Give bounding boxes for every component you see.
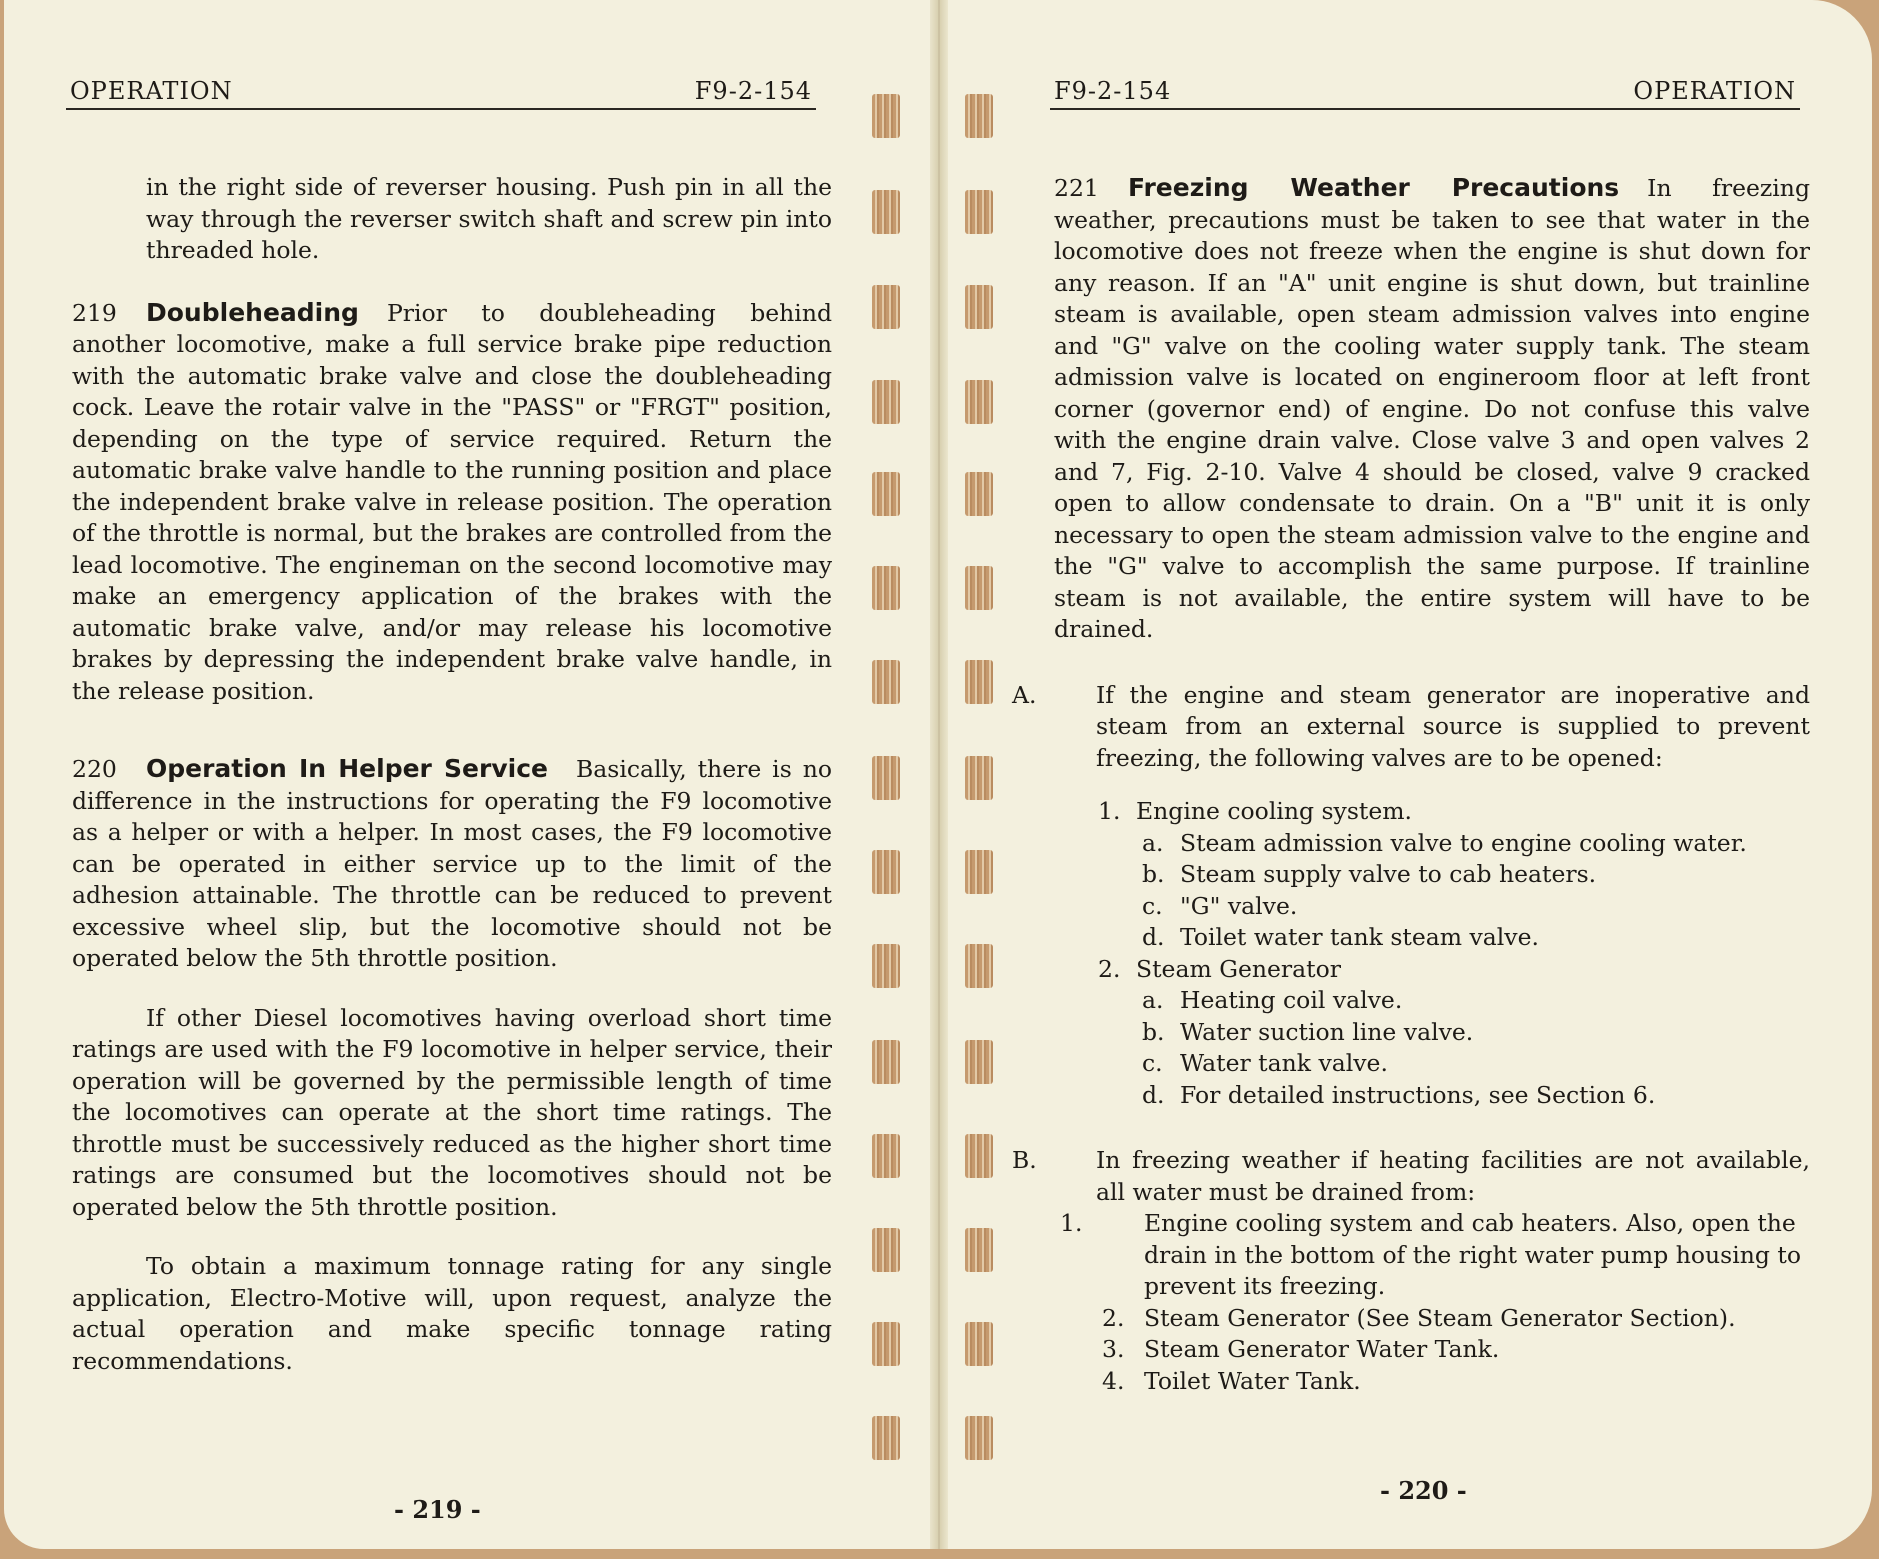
item-marker: a. (1142, 828, 1164, 857)
section-221 (1054, 172, 1810, 646)
item-marker: b. (1142, 1017, 1165, 1046)
header-doc-id: F9-2-154 (1054, 77, 1172, 105)
binding-hole (872, 94, 900, 138)
list-item (1054, 1208, 1810, 1303)
right-body (1012, 172, 1810, 1397)
binding-hole (872, 1228, 900, 1272)
right-page (940, 0, 1872, 1549)
paragraph: If other Diesel locomotives having overload short time ratings are used with the F9 locomotive in helper service, their operation will be governed by the permissible length of time the locomotives can operate at the short time ratings. The throttle must be successively reduced as the higher short time ratings are consumed but the locomotives should not be operated below the 5th throttle position. (72, 1003, 832, 1221)
binding-hole (965, 472, 993, 516)
section-text: In freezing weather, precautions must be taken to see that water in the locomotive does not freeze when the engine is shut down for any reason. If an "A" unit engine is shut down, but trainline steam is available, open steam admission valves into engine and "G" valve on the cooling water supply tank. The steam admission valve is located on engineroom floor at left front corner (governor end) of engine. Do not confuse this valve with the engine drain valve. Close valve 3 and open valves 2 and 7, Fig. 2-10. Valve 4 should be closed, valve 9 cracked open to allow condensate to drain. On a "B" unit it is only necessary to open the steam admission valve to the engine and the "G" valve to accomplish the same purpose. If trainline steam is not available, the entire system will have to be drained. (1054, 174, 1810, 643)
item-marker: A. (1012, 680, 1037, 709)
drain-list (1054, 1208, 1810, 1397)
section-title: Doubleheading (146, 297, 359, 327)
binding-hole (965, 566, 993, 610)
binding-hole (872, 566, 900, 610)
item-text: Steam Generator (See Steam Generator Section). (1144, 1303, 1736, 1332)
page-header (1050, 78, 1800, 110)
item-text: Heating coil valve. (1180, 986, 1403, 1014)
item-text: If the engine and steam generator are inoperative and steam from an external source is supplied to prevent freezing, the following valves are to be opened: (1096, 680, 1810, 772)
list-item (1054, 1048, 1810, 1080)
item-a (1012, 680, 1810, 775)
item-marker: 3. (1102, 1335, 1125, 1363)
binding-hole (965, 1134, 993, 1178)
item-marker: c. (1142, 891, 1163, 920)
list-item (1054, 859, 1810, 891)
page-number: - 220 - (1380, 1476, 1467, 1505)
binding-hole (872, 380, 900, 424)
binding-hole (872, 472, 900, 516)
item-text: For detailed instructions, see Section 6. (1180, 1080, 1656, 1109)
binding-hole (872, 756, 900, 800)
section-number: 219 (72, 298, 117, 327)
item-text: Toilet Water Tank. (1144, 1366, 1361, 1395)
header-section-title: OPERATION (1633, 77, 1796, 105)
binding-hole (965, 285, 993, 329)
binding-hole (872, 1322, 900, 1366)
binding-hole (872, 1134, 900, 1178)
item-text: Toilet water tank steam valve. (1180, 923, 1539, 951)
list-item (1054, 796, 1810, 828)
item-marker: d. (1142, 1080, 1165, 1109)
item-marker: c. (1142, 1049, 1163, 1077)
section-219 (72, 297, 832, 708)
item-text: In freezing weather if heating facilities are not available, all water must be drained from: (1096, 1146, 1810, 1206)
item-text: Steam Generator (1136, 954, 1342, 983)
section-title: Operation In Helper Service (146, 754, 548, 783)
binding-hole (965, 660, 993, 704)
header-section-title: OPERATION (70, 77, 233, 105)
binding-hole (872, 190, 900, 234)
list-item (1054, 828, 1810, 860)
item-text: Steam Generator Water Tank. (1144, 1335, 1500, 1363)
item-b (1012, 1145, 1810, 1208)
valve-list (1054, 796, 1810, 1111)
binding-hole (872, 285, 900, 329)
binding-holes-right (965, 0, 999, 1549)
list-item (1054, 1017, 1810, 1049)
item-marker: b. (1142, 860, 1165, 888)
item-text: Engine cooling system and cab heaters. Also, open the drain in the bottom of the right water pump housing to prevent its freezing. (1144, 1209, 1801, 1300)
list-item (1054, 922, 1810, 954)
binding-holes-left (872, 0, 906, 1549)
item-text: Steam admission valve to engine cooling water. (1180, 828, 1747, 857)
binding-hole (965, 1040, 993, 1084)
list-item (1054, 1080, 1810, 1112)
section-number: 221 (1054, 174, 1099, 202)
binding-hole (965, 94, 993, 138)
item-text: Steam supply valve to cab heaters. (1180, 860, 1597, 888)
binding-hole (872, 1040, 900, 1084)
section-number: 220 (72, 755, 117, 783)
page-header (66, 78, 816, 110)
item-text: Engine cooling system. (1136, 797, 1412, 825)
binding-hole (872, 660, 900, 704)
item-marker: 4. (1102, 1366, 1125, 1395)
item-marker: 1. (1098, 797, 1121, 825)
item-text: Water tank valve. (1180, 1049, 1388, 1077)
section-text: Prior to doubleheading behind another locomotive, make a full service brake pipe reduction with the automatic brake valve and close the doubleheading cock. Leave the rotair valve in the "PASS" or "FRGT" position, depending on the type of service required. Return the automatic brake valve handle to the running position and place the independent brake valve in release position. The operation of the throttle is normal, but the brakes are controlled from the lead locomotive. The engineman on the second locomotive may make an emergency application of the brakes with the automatic brake valve, and/or may release his locomotive brakes by depressing the independent brake valve handle, in the release position. (72, 298, 832, 705)
binding-hole (965, 944, 993, 988)
item-marker: 2. (1098, 954, 1121, 983)
item-marker: 2. (1102, 1303, 1125, 1332)
binding-gutter (930, 0, 948, 1549)
binding-hole (965, 1322, 993, 1366)
paragraph: To obtain a maximum tonnage rating for any single application, Electro-Motive will, upon request, analyze the actual operation and make specific tonnage rating recommendations. (72, 1252, 832, 1375)
list-item (1054, 954, 1810, 986)
binding-hole (965, 756, 993, 800)
binding-hole (965, 1416, 993, 1460)
page-number: - 219 - (394, 1495, 481, 1524)
item-text: "G" valve. (1180, 891, 1298, 920)
list-item (1054, 1334, 1810, 1366)
binding-hole (965, 850, 993, 894)
item-marker: B. (1012, 1146, 1037, 1174)
left-body (72, 172, 832, 1377)
list-item (1054, 1366, 1810, 1398)
binding-hole (965, 380, 993, 424)
binding-hole (872, 1416, 900, 1460)
section-220 (72, 753, 832, 975)
list-item (1054, 891, 1810, 923)
binding-hole (872, 850, 900, 894)
list-item (1054, 985, 1810, 1017)
item-marker: a. (1142, 986, 1164, 1014)
binding-hole (965, 1228, 993, 1272)
item-marker: d. (1142, 923, 1165, 951)
item-marker: 1. (1060, 1209, 1083, 1237)
binding-hole (965, 190, 993, 234)
binding-hole (872, 944, 900, 988)
section-title: Freezing Weather Precautions (1128, 173, 1620, 202)
left-page (4, 0, 940, 1549)
continuation-paragraph: in the right side of reverser housing. Push pin in all the way through the reverser switch shaft and screw pin into threaded hole. (146, 173, 832, 264)
header-doc-id: F9-2-154 (694, 77, 812, 105)
list-item (1054, 1303, 1810, 1335)
item-text: Water suction line valve. (1180, 1017, 1474, 1046)
section-text: Basically, there is no difference in the instructions for operating the F9 locomotive as a helper or with a helper. In most cases, the F9 locomotive can be operated in either service up to the limit of the adhesion attainable. The throttle can be reduced to prevent excessive wheel slip, but the locomotive should not be operated below the 5th throttle position. (72, 755, 832, 972)
